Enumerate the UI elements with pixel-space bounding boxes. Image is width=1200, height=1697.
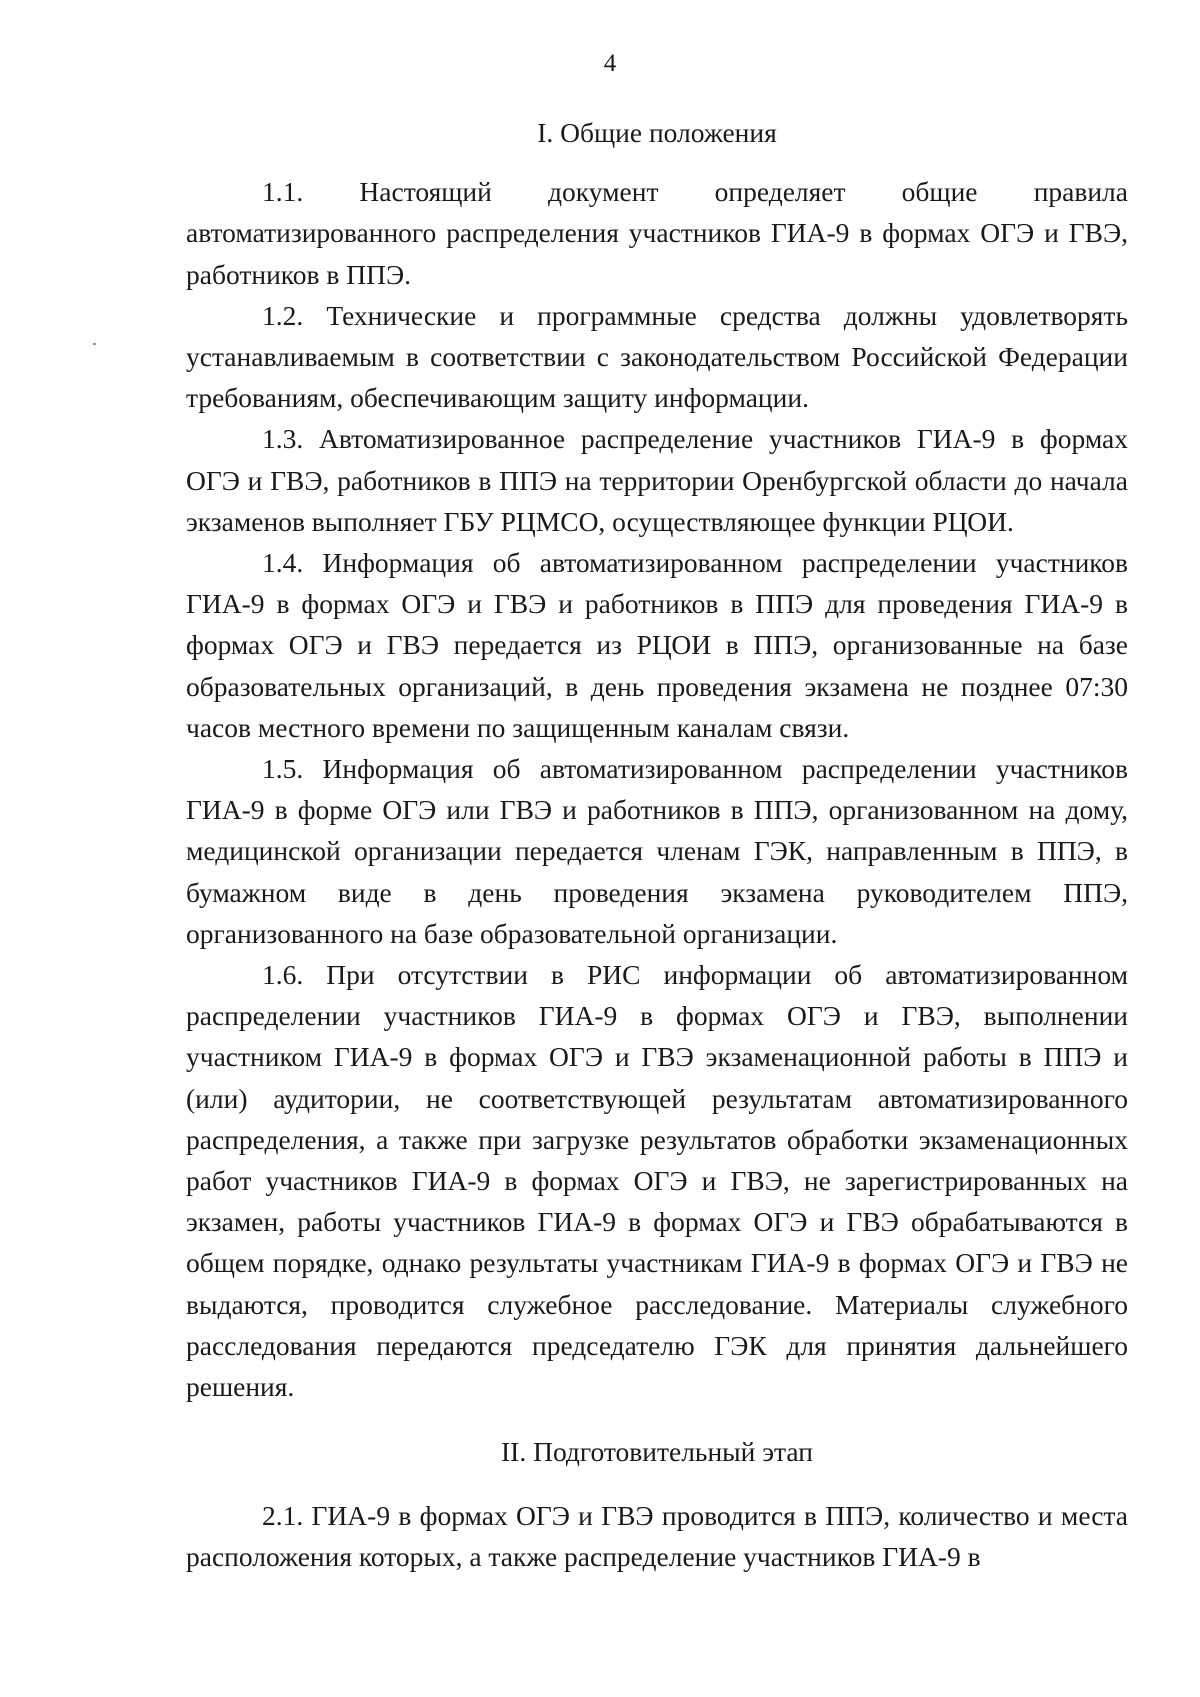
scan-speck (93, 343, 96, 345)
section-1-heading: I. Общие положения (537, 117, 777, 148)
paragraph-1-1: 1.1. Настоящий документ определяет общие правила автоматизированного распределения участников ГИА-9 в формах ОГЭ и ГВЭ, работников в ППЭ. (186, 176, 1128, 290)
paragraph-1-4: 1.4. Информация об автоматизированном распределении участников ГИА-9 в формах ОГЭ и ГВЭ и работников в ППЭ для проведения ГИА-9 в формах ОГЭ и ГВЭ передается из РЦОИ в ППЭ, организованные на базе образовательных организаций, в день проведения экзамена не позднее 07:30 часов местного времени по защищенным каналам связи. (186, 547, 1128, 743)
paragraph-2-1: 2.1. ГИА-9 в формах ОГЭ и ГВЭ проводится в ППЭ, количество и места расположения которых, а также распределение участников ГИА-9 в (186, 1499, 1128, 1572)
paragraph-1-3: 1.3. Автоматизированное распределение участников ГИА-9 в формах ОГЭ и ГВЭ, работников в ППЭ на территории Оренбургской области до начала экзаменов выполняет ГБУ РЦМСО, осуществляющее функции РЦОИ. (186, 423, 1128, 537)
paragraph-1-2: 1.2. Технические и программные средства должны удовлетворять устанавливаемым в соответствии с законодательством Российской Федерации требованиям, обеспечивающим защиту информации. (186, 299, 1128, 414)
section-2-heading: II. Подготовительный этап (501, 1436, 813, 1468)
paragraph-1-6: 1.6. При отсутствии в РИС информации об автоматизированном распределении участников ГИА-9 в формах ОГЭ и ГВЭ, выполнении участником ГИА-9 в формах ОГЭ и ГВЭ экзаменационной работы в ППЭ и (или) аудитории, не соответствующей результатам автоматизированного распределения, а также при загрузке результатов обработки экзаменационных работ участников ГИА-9 в формах ОГЭ и ГВЭ, не зарегистрированных на экзамен, работы участников ГИА-9 в формах ОГЭ и ГВЭ обрабатываются в общем порядке, однако результаты участникам ГИА-9 в формах ОГЭ и ГВЭ не выдаются, проводится служебное расследование. Материалы служебного расследования передаются председателю ГЭК для принятия дальнейшего решения. (186, 959, 1128, 1403)
document-body (186, 112, 1128, 1577)
paragraph-1-5: 1.5. Информация об автоматизированном распределении участников ГИА-9 в форме ОГЭ или ГВЭ и работников в ППЭ, организованном на дому, медицинской организации передается членам ГЭК, направленным в ППЭ, в бумажном виде в день проведения экзамена руководителем ППЭ, организованного на базе образовательной организации. (186, 753, 1128, 949)
page-number: 4 (603, 50, 617, 77)
